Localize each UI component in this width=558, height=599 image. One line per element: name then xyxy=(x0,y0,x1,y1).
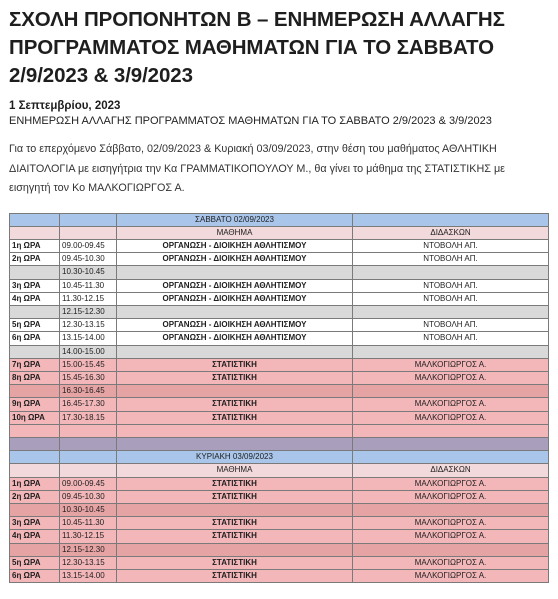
subject-cell: ΟΡΓΑΝΩΣΗ - ΔΙΟΙΚΗΣΗ ΑΘΛΗΤΙΣΜΟΥ xyxy=(117,239,353,252)
time-cell: 15.00-15.45 xyxy=(60,358,117,371)
table-row xyxy=(10,411,549,424)
break-row xyxy=(10,345,549,358)
break-row xyxy=(10,385,549,398)
empty-cell xyxy=(117,424,353,437)
teacher-cell: ΜΑΛΚΟΓΙΩΡΓΟΣ Α. xyxy=(353,477,549,490)
teacher-cell: ΝΤΟΒΟΛΗ ΑΠ. xyxy=(353,292,549,305)
subject-cell: ΣΤΑΤΙΣΤΙΚΗ xyxy=(117,490,353,503)
teacher-cell xyxy=(353,503,549,516)
time-cell: 09.00-09.45 xyxy=(60,239,117,252)
subject-cell: ΣΤΑΤΙΣΤΙΚΗ xyxy=(117,477,353,490)
table-row xyxy=(10,358,549,371)
header-empty-cell xyxy=(10,226,60,239)
time-cell: 14.00-15.00 xyxy=(60,345,117,358)
subject-cell: ΟΡΓΑΝΩΣΗ - ΔΙΟΙΚΗΣΗ ΑΘΛΗΤΙΣΜΟΥ xyxy=(117,279,353,292)
teacher-cell: ΝΤΟΒΟΛΗ ΑΠ. xyxy=(353,332,549,345)
separator-row xyxy=(10,437,549,450)
time-cell: 12.15-12.30 xyxy=(60,543,117,556)
time-cell: 17.30-18.15 xyxy=(60,411,117,424)
empty-cell xyxy=(60,437,117,450)
time-cell: 09.45-10.30 xyxy=(60,490,117,503)
time-cell: 10.45-11.30 xyxy=(60,517,117,530)
page-title: ΣΧΟΛΗ ΠΡΟΠΟΝΗΤΩΝ Β – ΕΝΗΜΕΡΩΣΗ ΑΛΛΑΓΗΣ ΠΡΟΓΡΑΜΜΑΤΟΣ ΜΑΘΗΜΑΤΩΝ ΓΙΑ ΤΟ ΣΑΒΒΑΤΟ 2/9/2023 & 3/9/2023 xyxy=(9,8,505,87)
hour-cell xyxy=(10,543,60,556)
teacher-cell xyxy=(353,385,549,398)
table-row xyxy=(10,319,549,332)
time-cell: 12.30-13.15 xyxy=(60,319,117,332)
subject-cell: ΟΡΓΑΝΩΣΗ - ΔΙΟΙΚΗΣΗ ΑΘΛΗΤΙΣΜΟΥ xyxy=(117,319,353,332)
teacher-cell xyxy=(353,345,549,358)
subject-cell: ΣΤΑΤΙΣΤΙΚΗ xyxy=(117,371,353,384)
table-row xyxy=(10,292,549,305)
hour-cell: 2η ΩΡΑ xyxy=(10,490,60,503)
header-empty-cell xyxy=(60,213,117,226)
hour-cell: 9η ΩΡΑ xyxy=(10,398,60,411)
break-row xyxy=(10,543,549,556)
time-cell: 09.00-09.45 xyxy=(60,477,117,490)
subject-cell: ΟΡΓΑΝΩΣΗ - ΔΙΟΙΚΗΣΗ ΑΘΛΗΤΙΣΜΟΥ xyxy=(117,292,353,305)
time-cell: 16.30-16.45 xyxy=(60,385,117,398)
hour-cell: 1η ΩΡΑ xyxy=(10,239,60,252)
subject-cell: ΟΡΓΑΝΩΣΗ - ΔΙΟΙΚΗΣΗ ΑΘΛΗΤΙΣΜΟΥ xyxy=(117,253,353,266)
time-cell: 11.30-12.15 xyxy=(60,530,117,543)
column-teacher-header: ΔΙΔΑΣΚΩΝ xyxy=(353,226,549,239)
hour-cell: 7η ΩΡΑ xyxy=(10,358,60,371)
teacher-cell xyxy=(353,543,549,556)
empty-cell xyxy=(10,424,60,437)
hour-cell xyxy=(10,266,60,279)
hour-cell: 3η ΩΡΑ xyxy=(10,517,60,530)
sunday-title: ΚΥΡΙΑΚΗ 03/09/2023 xyxy=(117,451,353,464)
teacher-cell: ΜΑΛΚΟΓΙΩΡΓΟΣ Α. xyxy=(353,569,549,582)
teacher-cell: ΜΑΛΚΟΓΙΩΡΓΟΣ Α. xyxy=(353,411,549,424)
break-row xyxy=(10,266,549,279)
subject-cell xyxy=(117,345,353,358)
table-row xyxy=(10,332,549,345)
table-row xyxy=(10,398,549,411)
announcement-paragraph: Για το επερχόμενο Σάββατο, 02/09/2023 & Κυριακή 03/09/2023, στην θέση του μαθήματος ΑΘΛΗΤΙΚΗ ΔΙΑΙΤΟΛΟΓΙΑ με εισηγήτρια την Κα ΓΡΑΜΜΑΤΙΚΟΠΟΥΛΟΥ Μ., θα γίνει το μάθημα της ΣΤΑΤΙΣΤΙΚΗΣ με εισηγητή τον Κο ΜΑΛΚΟΓΙΩΡΓΟΣ Α. xyxy=(9,143,505,194)
teacher-cell xyxy=(353,305,549,318)
header-empty-cell xyxy=(60,451,117,464)
table-row xyxy=(10,239,549,252)
header-empty-cell xyxy=(10,451,60,464)
header-empty-cell xyxy=(353,451,549,464)
table-row xyxy=(10,569,549,582)
hour-cell: 2η ΩΡΑ xyxy=(10,253,60,266)
subject-cell xyxy=(117,305,353,318)
subject-cell xyxy=(117,543,353,556)
hour-cell: 5η ΩΡΑ xyxy=(10,556,60,569)
post-subtitle: ΕΝΗΜΕΡΩΣΗ ΑΛΛΑΓΗΣ ΠΡΟΓΡΑΜΜΑΤΟΣ ΜΑΘΗΜΑΤΩΝ ΓΙΑ ΤΟ ΣΑΒΒΑΤΟ 2/9/2023 & 3/9/2023 xyxy=(9,115,492,127)
teacher-cell: ΜΑΛΚΟΓΙΩΡΓΟΣ Α. xyxy=(353,490,549,503)
teacher-cell: ΜΑΛΚΟΓΙΩΡΓΟΣ Α. xyxy=(353,371,549,384)
table-row xyxy=(10,490,549,503)
hour-cell: 6η ΩΡΑ xyxy=(10,332,60,345)
time-cell: 16.45-17.30 xyxy=(60,398,117,411)
subject-cell xyxy=(117,266,353,279)
hour-cell xyxy=(10,345,60,358)
teacher-cell: ΝΤΟΒΟΛΗ ΑΠ. xyxy=(353,279,549,292)
table-row xyxy=(10,279,549,292)
column-subject-header: ΜΑΘΗΜΑ xyxy=(117,464,353,477)
header-empty-cell xyxy=(60,464,117,477)
teacher-cell: ΜΑΛΚΟΓΙΩΡΓΟΣ Α. xyxy=(353,530,549,543)
hour-cell xyxy=(10,503,60,516)
hour-cell: 8η ΩΡΑ xyxy=(10,371,60,384)
time-cell: 10.45-11.30 xyxy=(60,279,117,292)
empty-cell xyxy=(60,424,117,437)
saturday-title: ΣΑΒΒΑΤΟ 02/09/2023 xyxy=(117,213,353,226)
hour-cell: 4η ΩΡΑ xyxy=(10,530,60,543)
subject-cell: ΣΤΑΤΙΣΤΙΚΗ xyxy=(117,517,353,530)
hour-cell xyxy=(10,385,60,398)
subject-cell xyxy=(117,503,353,516)
time-cell: 10.30-10.45 xyxy=(60,503,117,516)
header-empty-cell xyxy=(353,213,549,226)
hour-cell: 4η ΩΡΑ xyxy=(10,292,60,305)
time-cell: 11.30-12.15 xyxy=(60,292,117,305)
table-row xyxy=(10,253,549,266)
break-row xyxy=(10,503,549,516)
hour-cell xyxy=(10,305,60,318)
hour-cell: 5η ΩΡΑ xyxy=(10,319,60,332)
hour-cell: 1η ΩΡΑ xyxy=(10,477,60,490)
table-row xyxy=(10,517,549,530)
teacher-cell: ΜΑΛΚΟΓΙΩΡΓΟΣ Α. xyxy=(353,358,549,371)
teacher-cell: ΜΑΛΚΟΓΙΩΡΓΟΣ Α. xyxy=(353,398,549,411)
time-cell: 09.45-10.30 xyxy=(60,253,117,266)
header-empty-cell xyxy=(10,213,60,226)
teacher-cell: ΝΤΟΒΟΛΗ ΑΠ. xyxy=(353,319,549,332)
empty-cell xyxy=(353,424,549,437)
teacher-cell: ΜΑΛΚΟΓΙΩΡΓΟΣ Α. xyxy=(353,517,549,530)
schedule-table xyxy=(9,213,549,584)
time-cell: 13.15-14.00 xyxy=(60,332,117,345)
subject-cell: ΣΤΑΤΙΣΤΙΚΗ xyxy=(117,530,353,543)
subject-cell xyxy=(117,385,353,398)
table-row xyxy=(10,371,549,384)
hour-cell: 6η ΩΡΑ xyxy=(10,569,60,582)
post-date: 1 Σεπτεμβρίου, 2023 xyxy=(9,100,121,112)
table-row xyxy=(10,530,549,543)
time-cell: 12.15-12.30 xyxy=(60,305,117,318)
time-cell: 13.15-14.00 xyxy=(60,569,117,582)
time-cell: 15.45-16.30 xyxy=(60,371,117,384)
header-empty-cell xyxy=(10,464,60,477)
break-row xyxy=(10,305,549,318)
sunday-header-row xyxy=(10,451,549,464)
hour-cell: 10η ΩΡΑ xyxy=(10,411,60,424)
header-empty-cell xyxy=(60,226,117,239)
empty-cell xyxy=(353,437,549,450)
column-subject-header: ΜΑΘΗΜΑ xyxy=(117,226,353,239)
empty-cell xyxy=(10,437,60,450)
subject-cell: ΟΡΓΑΝΩΣΗ - ΔΙΟΙΚΗΣΗ ΑΘΛΗΤΙΣΜΟΥ xyxy=(117,332,353,345)
table-row xyxy=(10,477,549,490)
empty-cell xyxy=(117,437,353,450)
time-cell: 10.30-10.45 xyxy=(60,266,117,279)
subject-cell: ΣΤΑΤΙΣΤΙΚΗ xyxy=(117,556,353,569)
subject-cell: ΣΤΑΤΙΣΤΙΚΗ xyxy=(117,398,353,411)
saturday-header-row xyxy=(10,213,549,226)
column-teacher-header: ΔΙΔΑΣΚΩΝ xyxy=(353,464,549,477)
column-header-row xyxy=(10,464,549,477)
teacher-cell: ΝΤΟΒΟΛΗ ΑΠ. xyxy=(353,253,549,266)
table-row xyxy=(10,556,549,569)
teacher-cell xyxy=(353,266,549,279)
teacher-cell: ΝΤΟΒΟΛΗ ΑΠ. xyxy=(353,239,549,252)
subject-cell: ΣΤΑΤΙΣΤΙΚΗ xyxy=(117,411,353,424)
subject-cell: ΣΤΑΤΙΣΤΙΚΗ xyxy=(117,358,353,371)
spacer-row xyxy=(10,424,549,437)
column-header-row xyxy=(10,226,549,239)
teacher-cell: ΜΑΛΚΟΓΙΩΡΓΟΣ Α. xyxy=(353,556,549,569)
time-cell: 12.30-13.15 xyxy=(60,556,117,569)
subject-cell: ΣΤΑΤΙΣΤΙΚΗ xyxy=(117,569,353,582)
hour-cell: 3η ΩΡΑ xyxy=(10,279,60,292)
